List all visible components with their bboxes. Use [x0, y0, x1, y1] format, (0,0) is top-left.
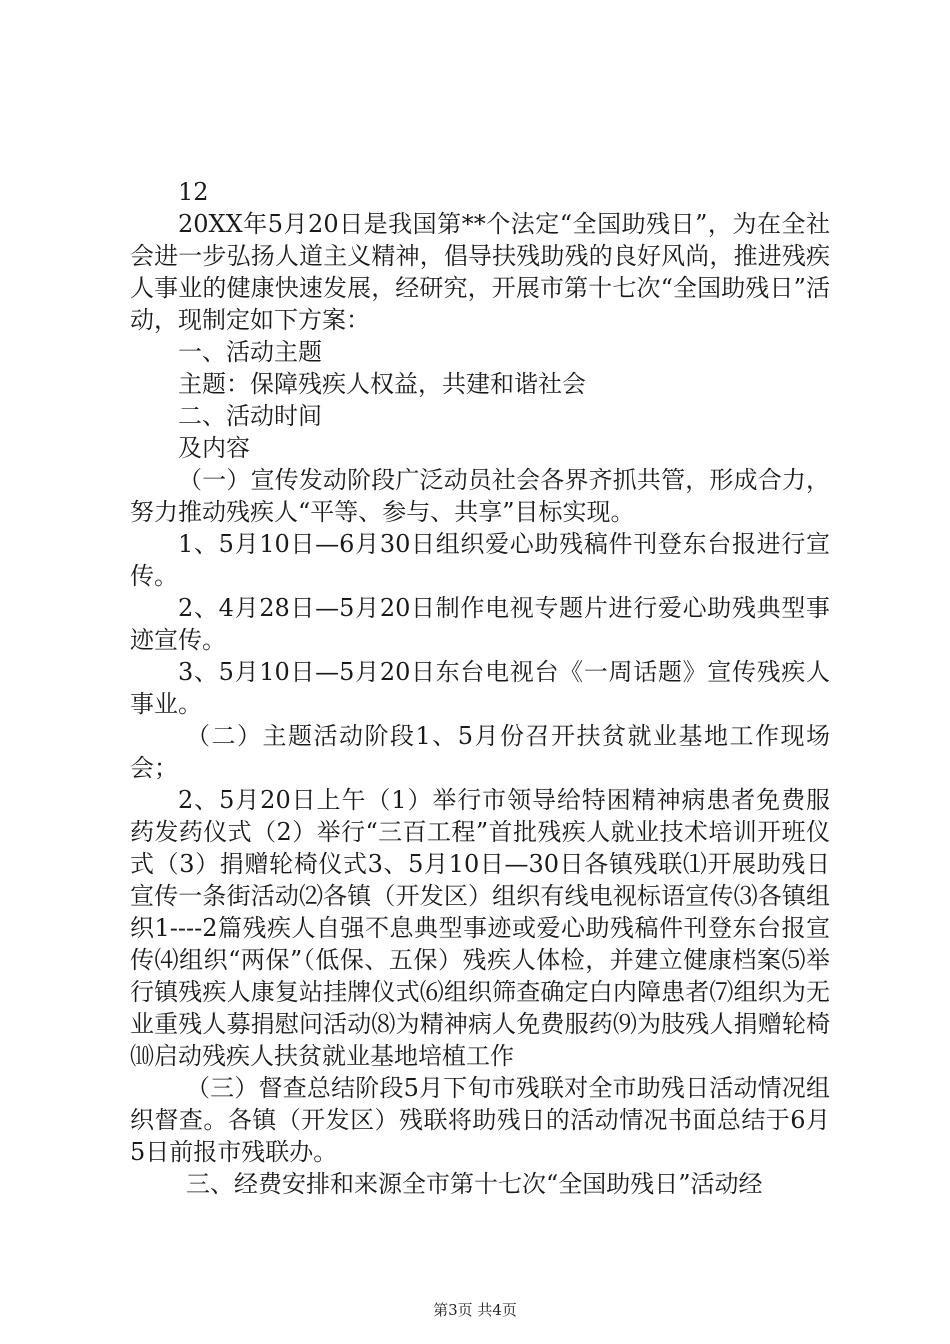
list-item: 3、5月10日—5月20日东台电视台《一周话题》宣传残疾人事业。 [130, 658, 830, 718]
list-item: 2、4月28日—5月20日制作电视专题片进行爱心助残典型事迹宣传。 [130, 594, 830, 654]
section-heading-funding: 三、经费安排和来源全市第十七次“全国助残日”活动经 [186, 1170, 763, 1198]
section-heading-theme: 一、活动主题 [178, 338, 322, 366]
document-body [130, 176, 830, 1200]
theme-paragraph: 主题：保障残疾人权益，共建和谐社会 [178, 370, 586, 398]
intro-paragraph: 20XX年5月20日是我国第**个法定“全国助残日”，为在全社会进一步弘扬人道主义精神，倡导扶残助残的良好风尚，推进残疾人事业的健康快速发展，经研究，开展市第十七次“全国助残日”活动，现制定如下方案： [130, 210, 830, 334]
section-heading-time: 二、活动时间 [178, 402, 322, 430]
activities-paragraph: 2、5月20日上午（1）举行市领导给特困精神病患者免费服药发药仪式（2）举行“三百工程”首批残疾人就业技术培训开班仪式（3）捐赠轮椅仪式3、5月10日—30日各镇残联⑴开展助残日宣传一条街活动⑵各镇（开发区）组织有线电视标语宣传⑶各镇组织1----2篇残疾人自强不息典型事迹或爱心助残稿件刊登东台报宣传⑷组织“两保”（低保、五保）残疾人体检，并建立健康档案⑸举行镇残疾人康复站挂牌仪式⑹组织筛查确定白内障患者⑺组织为无业重残人募捐慰问活动⑻为精神病人免费服药⑼为肢残人捐赠轮椅⑽启动残疾人扶贫就业基地培植工作 [130, 786, 830, 1070]
list-item: 1、5月10日—6月30日组织爱心助残稿件刊登东台报进行宣传。 [130, 530, 830, 590]
page-number-label: 12 [178, 178, 209, 206]
stage-one-paragraph: （一）宣传发动阶段广泛动员社会各界齐抓共管，形成合力，努力推动残疾人“平等、参与、共享”目标实现。 [130, 466, 830, 526]
section-heading-content: 及内容 [178, 434, 250, 462]
stage-three-paragraph: （三）督查总结阶段5月下旬市残联对全市助残日活动情况组织督查。各镇（开发区）残联将助残日的活动情况书面总结于6月5日前报市残联办。 [130, 1074, 830, 1166]
stage-two-paragraph: （二）主题活动阶段1、5月份召开扶贫就业基地工作现场会； [130, 722, 830, 782]
page-footer: 第3页 共4页 [433, 1301, 517, 1319]
